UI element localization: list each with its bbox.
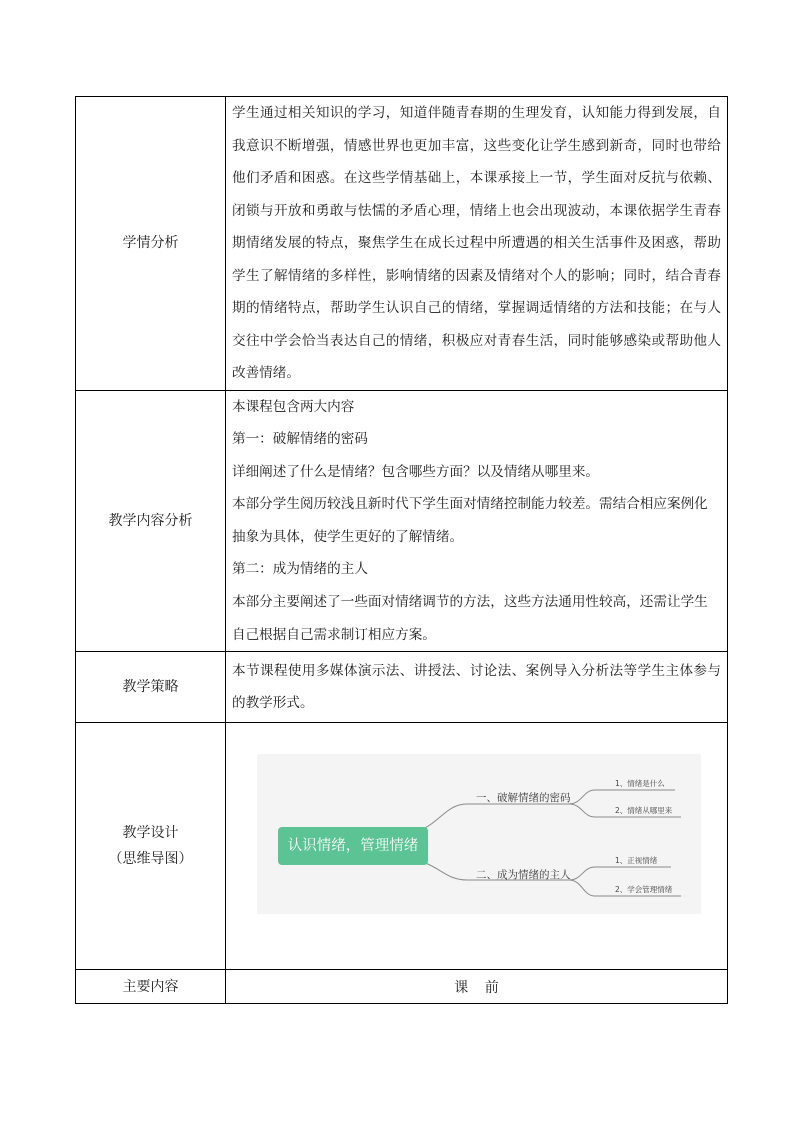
strategy-text: 本节课程使用多媒体演示法、讲授法、讨论法、案例导入分析法等学生主体参与的教学形式。 — [232, 662, 721, 712]
label-design-line1: 教学设计 — [122, 825, 179, 842]
analysis-text: 学生通过相关知识的学习，知道伴随青春期的生理发育，认知能力得到发展，自我意识不断增强，情感世界也更加丰富，这些变化让学生感到新奇，同时也带给他们矛盾和困惑。在这些学情基础上，本课承接上一节，学生面对反抗与依赖、闭锁与开放和勇敢与怯懦的矛盾心理，情绪上也会出现波动，本课依据学生青春期情绪发展的特点，聚焦学生在成长过程中所遭遇的相关生活事件及困惑，帮助学生了解情绪的多样性，影响情绪的因素及情绪对个人的影响；同时，结合青春期的情绪特点，帮助学生认识自己的情绪，掌握调适情绪的方法和技能；在与人交往中学会恰当表达自己的情绪，积极应对青春生活，同时能够感染或帮助他人改善情绪。 — [232, 105, 721, 381]
content-line: 第一：破解情绪的密码 — [232, 431, 368, 448]
content-line: 第二：成为情绪的主人 — [232, 561, 368, 578]
main-value-1: 课 — [454, 979, 469, 996]
mindmap-leaf: 1、正视情绪 — [615, 856, 658, 866]
content-strategy — [226, 652, 728, 723]
content-content-analysis — [226, 390, 728, 652]
label-content-analysis: 教学内容分析 — [76, 390, 226, 652]
content-line: 详细阐述了什么是情绪？包含哪些方面？以及情绪从哪里来。 — [232, 463, 600, 480]
label-analysis: 学情分析 — [76, 97, 226, 391]
label-design-line2: （思维导图） — [108, 851, 193, 868]
label-strategy: 教学策略 — [76, 652, 226, 723]
mindmap-leaf: 2、情绪从哪里来 — [615, 806, 673, 816]
content-line: 本部分主要阐述了一些面对情绪调节的方法，这些方法通用性较高，还需让学生自己根据自己需求制订相应方案。 — [232, 594, 708, 643]
content-main — [226, 970, 728, 1004]
row-analysis — [76, 97, 728, 391]
main-value-2: 前 — [484, 979, 499, 996]
row-design — [76, 723, 728, 970]
mindmap-branch-1: 一、破解情绪的密码 — [476, 792, 571, 805]
content-analysis — [226, 97, 728, 391]
mindmap — [257, 754, 701, 914]
mindmap-cell — [226, 724, 727, 968]
content-line: 本部分学生阅历较浅且新时代下学生面对情绪控制能力较差。需结合相应案例化抽象为具体，使学生更好的了解情绪。 — [232, 496, 708, 545]
mindmap-branch-2: 二、成为情绪的主人 — [476, 869, 571, 882]
mindmap-leaf: 1、情绪是什么 — [615, 779, 665, 789]
mindmap-root: 认识情绪，管理情绪 — [278, 827, 428, 865]
content-design — [226, 723, 728, 970]
row-strategy — [76, 652, 728, 723]
lesson-plan-table — [75, 96, 728, 1004]
label-main: 主要内容 — [76, 970, 226, 1004]
connector-branch-1 — [407, 804, 569, 832]
mindmap-leaf: 2、学会管理情绪 — [615, 885, 673, 895]
connector-leaf — [569, 790, 675, 804]
row-content-analysis — [76, 390, 728, 652]
label-design — [76, 723, 226, 970]
connector-leaf — [569, 867, 671, 880]
row-main — [76, 970, 728, 1004]
content-line: 本课程包含两大内容 — [232, 398, 355, 415]
